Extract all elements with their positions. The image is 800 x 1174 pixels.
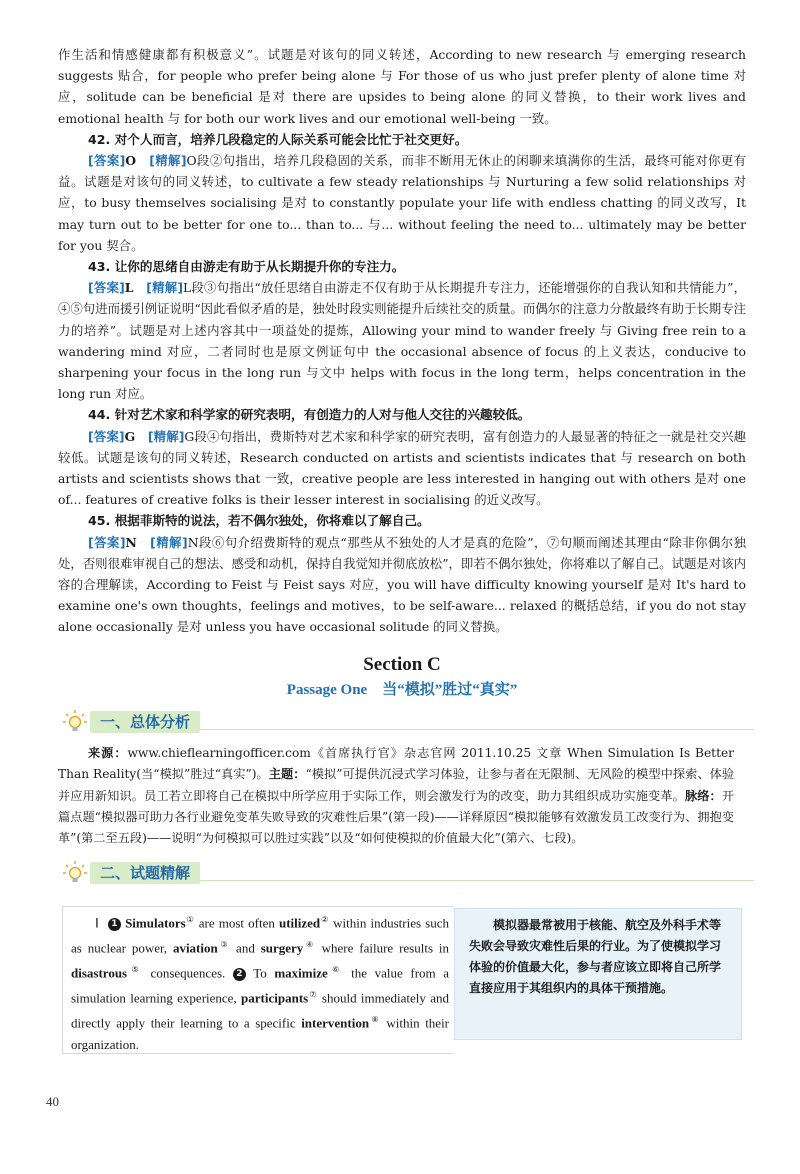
answer-letter: N [125, 534, 137, 550]
vocab-word: intervention [301, 1015, 370, 1031]
english-text: are most often [194, 915, 279, 931]
heading-label: 一、总体分析 [90, 711, 200, 733]
question-44: 44. 针对艺术家和科学家的研究表明，有创造力的人对与他人交往的兴趣较低。 [88, 407, 531, 423]
answer-letter: L [124, 280, 134, 296]
vocab-word: aviation [172, 940, 218, 956]
english-text: where failure results in [315, 940, 450, 956]
sentence-number: 1 [108, 918, 121, 931]
question-42: 42. 对个人而言，培养几段稳定的人际关系可能会比忙于社交更好。 [88, 131, 468, 147]
english-text: consequences. [142, 965, 233, 981]
english-paragraph [71, 909, 449, 1055]
english-text: within their organization. [71, 1015, 450, 1052]
english-text-panel [62, 906, 453, 1054]
answer-tag: [答案] [88, 280, 125, 296]
vocab-word: Simulators [125, 915, 186, 931]
analysis-tag: [精解] [147, 428, 185, 444]
passage-title: Passage One 当“模拟”胜过“真实” [286, 681, 518, 698]
lightbulb-icon [62, 709, 88, 735]
lightbulb-icon [62, 860, 88, 886]
question-44-block [58, 404, 746, 510]
answer-tag: [答案] [88, 534, 126, 550]
heading-detail [54, 860, 746, 886]
vocab-marker: ① [185, 915, 195, 924]
heading-label: 二、试题精解 [90, 862, 200, 884]
vocab-word: disastrous [71, 965, 128, 981]
answer-44 [58, 426, 746, 511]
answer-letter: G [124, 428, 136, 444]
passage-paragraph-box [62, 906, 750, 1052]
analysis-text: G段④句指出，费斯特对艺术家和科学家的研究表明，富有创造力的人最显著的特征之一就是社交兴趣较低。试题是该句的同义转述，Research conducted on artists and scientists indicates that 与 research on both artists and scientists shows that 一致，creative people are less interested in hanging out with others 是对 one of... features of creative folks is their lesser interest in socialising 的近义改写。 [58, 428, 747, 508]
vocab-marker: ⑥ [327, 964, 344, 974]
translation-text: 模拟器最常被用于核能、航空及外科手术等失败会导致灾难性后果的行业。为了使模拟学习体验的价值最大化，参与者应该立即将自己所学直接应用于其组织内的具体干预措施。 [469, 918, 722, 995]
intro-paragraph: 作生活和情感健康都有积极意义”。试题是对该句的同义转述，According to new research 与 emerging research suggests 贴合，for people who prefer being alone 与 For those of us who just prefer plenty of alone time 对应，solitude can be beneficial 是对 there are upsides to being alone 的同义替换，to their work lives and emotional health 与 for both our work lives and our emotional well-being 一致。 [58, 47, 746, 126]
question-42-block [58, 129, 746, 256]
question-45-block [58, 510, 746, 637]
vocab-word: utilized [278, 915, 321, 931]
english-text: To [245, 965, 275, 981]
vocab-marker: ③ [217, 939, 231, 949]
analysis-tag: [精解] [149, 153, 187, 169]
english-text: the value from a simulation learning experience, [71, 965, 450, 1006]
theme-text: “模拟”可提供沉浸式学习体验，让参与者在无限制、无风险的模型中探索、体验并应用新知识。员工若立即将自己在模拟中所学应用于实际工作，则会激发行为的改变，助力其组织成功实施变革。 [58, 767, 735, 803]
source-text: www.chieflearningofficer.com《首席执行官》杂志官网 2011.10.25 文章 When Simulation Is Better Than Reality(当“模拟”胜过“真实”)。 [58, 745, 735, 782]
question-43: 43. 让你的思绪自由游走有助于从长期提升你的专注力。 [88, 259, 405, 275]
vocab-marker: ⑧ [369, 1014, 381, 1024]
analysis-text: L段③句指出“放任思绪自由游走不仅有助于从长期提升专注力，还能增强你的自我认知和共情能力”，④⑤句进而援引例证说明“因此看似矛盾的是，独处时段实则能提升后续社交的质量。而偶尔的注意力分散最终有助于长期专注力的培养”。试题是对上述内容其中一项益处的提炼，Allowing your mind to wander freely 与 Giving free rein to a wandering mind 对应，二者同时也是原文例证句中 the occasional absence of focus 的上义表达，conducive to sharpening your focus in the long run 与文中 helps with focus in the long term，helps concentration in the long run 对应。 [58, 280, 747, 402]
english-text: and [230, 940, 261, 956]
sentence-number: 2 [233, 968, 246, 981]
english-text: within industries such as nuclear power, [71, 915, 449, 956]
vocab-word: surgery [260, 940, 304, 956]
vocab-marker: ② [320, 915, 330, 924]
answer-tag: [答案] [88, 153, 126, 169]
structure-label: 脉络： [684, 788, 722, 803]
page-content [58, 0, 746, 894]
structure-text: 开篇点题“模拟器可助力各行业避免变革失败导致的灾难性后果”(第一段)——详释原因“模拟能够有效激发员工改变行为、拥抱变革”(第二至五段)——说明“为何模拟可以胜过实践”以及“如何使模拟的价值最大化”(第六、七段)。 [58, 788, 735, 846]
section-title: Section C [363, 653, 441, 675]
answer-43 [58, 277, 746, 404]
analysis-text: N段⑥句介绍费斯特的观点“那些从不独处的人才是真的危险”，⑦句顺而阐述其理由“除非你偶尔独处，否则很难审视自己的想法、感受和动机，保持自我觉知并彻底放松”，即若不偶尔独处，你将难以了解自己。试题是对该内容的合理解读，According to Feist 与 Feist says 对应，you will have difficulty knowing yourself 是对 It's hard to examine one's own thoughts，feelings and motives，to be self-aware... relaxed 的概括总结，if you do not stay alone occasionally 是对 unless you have occasional solitude 的同义替换。 [58, 534, 747, 635]
vocab-word: maximize [274, 965, 328, 981]
analysis-text: O段②句指出，培养几段稳固的关系，而非不断用无休止的闲聊来填满你的生活，最终可能对你更有益。试题是对该句的同义转述，to cultivate a few steady relationships 与 Nurturing a few solid relationships 对应，to busy themselves socialising 是对 to constantly populate your life with endless chatting 的同义改写，It may turn out to be better for one to... than to... 与... without feeling the need to... ultimately may be better for you 契合。 [58, 153, 747, 253]
paragraph-mark: Ⅰ [95, 915, 100, 931]
page-number: 40 [46, 1094, 59, 1109]
question-43-block [58, 256, 746, 404]
english-text: should immediately and directly apply their learning to a specific [71, 990, 450, 1031]
vocab-marker: ⑤ [127, 964, 143, 974]
answer-letter: O [125, 153, 137, 169]
vocab-word: participants [241, 990, 309, 1006]
vocab-marker: ⑦ [308, 989, 318, 999]
source-paragraph [58, 743, 734, 850]
translation-panel [454, 908, 742, 1040]
question-45: 45. 根据菲斯特的说法，若不偶尔独处，你将难以了解自己。 [88, 513, 430, 529]
answer-tag: [答案] [88, 428, 125, 444]
source-label: 来源： [88, 745, 128, 760]
answer-42 [58, 150, 746, 256]
analysis-tag: [精解] [150, 534, 188, 550]
theme-label: 主题： [268, 767, 306, 782]
heading-overview [54, 709, 746, 735]
analysis-tag: [精解] [146, 280, 183, 296]
answer-45 [58, 532, 746, 638]
vocab-marker: ④ [303, 939, 316, 949]
